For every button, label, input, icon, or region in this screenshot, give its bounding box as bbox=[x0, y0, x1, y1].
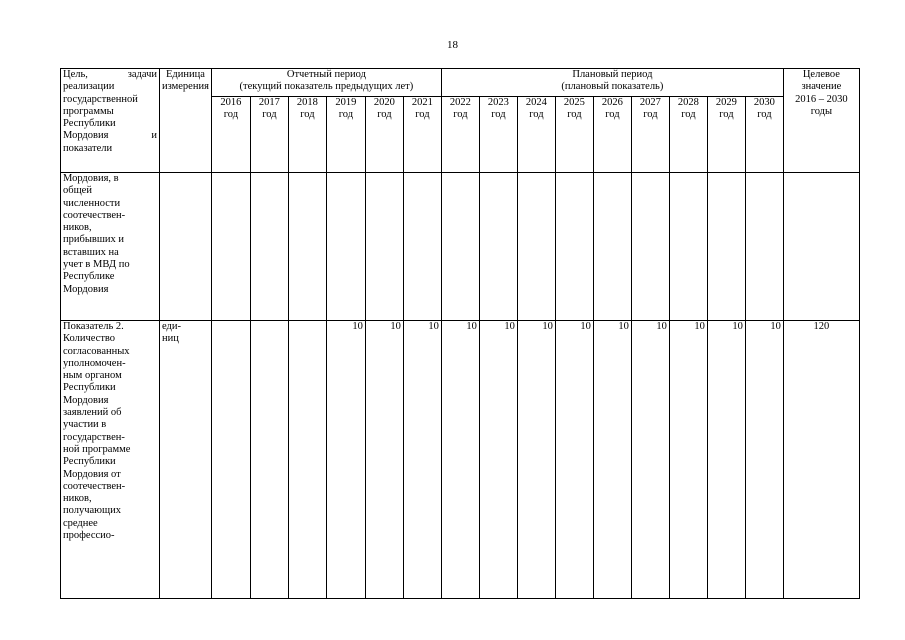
year-word: год bbox=[567, 109, 582, 121]
indicator-value bbox=[669, 173, 707, 321]
year-word: год bbox=[719, 109, 734, 121]
header-year-2018 bbox=[288, 97, 326, 173]
indicator-value bbox=[403, 173, 441, 321]
year-number: 2018 bbox=[296, 97, 318, 108]
header-year-2017 bbox=[250, 97, 288, 173]
year-word: год bbox=[605, 109, 620, 121]
indicator-value bbox=[250, 173, 288, 321]
year-word: год bbox=[491, 109, 506, 121]
year-number: 2026 bbox=[601, 97, 623, 108]
indicator-value: 10 bbox=[326, 321, 365, 599]
indicator-value bbox=[631, 173, 669, 321]
header-year-2030 bbox=[745, 97, 783, 173]
target-years: 2016 – 2030 bbox=[795, 93, 848, 105]
year-word: год bbox=[300, 109, 315, 121]
planned-period-note: (плановый показатель) bbox=[561, 81, 664, 93]
indicator-value bbox=[211, 321, 250, 599]
indicator-value bbox=[707, 173, 745, 321]
header-year-2020 bbox=[365, 97, 403, 173]
header-planned-period bbox=[441, 69, 783, 97]
year-word: год bbox=[338, 109, 354, 121]
year-number: 2016 bbox=[220, 97, 242, 108]
indicator-value: 10 bbox=[707, 321, 745, 599]
header-reporting-period bbox=[211, 69, 441, 97]
header-year-2026 bbox=[593, 97, 631, 173]
indicator-value: 10 bbox=[745, 321, 783, 599]
indicator-value: 10 bbox=[555, 321, 593, 599]
header-year-2029 bbox=[707, 97, 745, 173]
indicator-value bbox=[211, 173, 250, 321]
indicator-value: 10 bbox=[479, 321, 517, 599]
indicator-value: 10 bbox=[517, 321, 555, 599]
indicator-target: 120 bbox=[783, 321, 859, 599]
indicator-value bbox=[441, 173, 479, 321]
year-word: год bbox=[757, 109, 772, 121]
indicator-value: 10 bbox=[631, 321, 669, 599]
header-year-2028 bbox=[669, 97, 707, 173]
indicator-value bbox=[288, 173, 326, 321]
indicator-value bbox=[479, 173, 517, 321]
year-number: 2025 bbox=[563, 97, 585, 108]
year-number: 2024 bbox=[525, 97, 547, 108]
year-number: 2019 bbox=[335, 97, 357, 108]
header-year-2023 bbox=[479, 97, 517, 173]
indicator-value: 10 bbox=[669, 321, 707, 599]
indicator-label: Мордовия, в общей численности соотечествен- ников, прибывших и вставших на учет в МВД по Республике Мордовия bbox=[61, 173, 160, 321]
header-row-1 bbox=[61, 69, 860, 97]
header-year-2027 bbox=[631, 97, 669, 173]
reporting-period-title: Отчетный период bbox=[286, 69, 366, 80]
year-number: 2028 bbox=[677, 97, 699, 108]
year-number: 2017 bbox=[258, 97, 280, 108]
year-number: 2023 bbox=[487, 97, 509, 108]
year-number: 2029 bbox=[715, 97, 737, 108]
year-word: год bbox=[262, 109, 277, 121]
header-year-2016 bbox=[211, 97, 250, 173]
planned-period-title: Плановый период bbox=[572, 69, 653, 80]
indicator-unit bbox=[160, 173, 212, 321]
header-target bbox=[783, 69, 859, 173]
header-year-2025 bbox=[555, 97, 593, 173]
indicator-value: 10 bbox=[365, 321, 403, 599]
header-year-2019 bbox=[326, 97, 365, 173]
header-unit: Единица измерения bbox=[160, 69, 212, 173]
year-number: 2027 bbox=[639, 97, 661, 108]
indicator-value bbox=[365, 173, 403, 321]
indicator-value bbox=[250, 321, 288, 599]
year-word: год bbox=[415, 109, 430, 121]
year-word: год bbox=[529, 109, 544, 121]
year-word: год bbox=[681, 109, 696, 121]
indicator-value bbox=[593, 173, 631, 321]
year-word: год bbox=[453, 109, 468, 121]
indicator-label: Показатель 2. Количество согласованных уполномочен- ным органом Республики Мордовия заявлений об участии в государствен- ной программе Республики Мордовия от соотечествен- ников, получающих среднее профессио- bbox=[61, 321, 160, 599]
indicator-value: 10 bbox=[593, 321, 631, 599]
reporting-period-note: (текущий показатель предыдущих лет) bbox=[239, 81, 414, 93]
indicator-value: 10 bbox=[403, 321, 441, 599]
page-number: 18 bbox=[447, 39, 458, 51]
year-number: 2022 bbox=[449, 97, 471, 108]
indicator-target bbox=[783, 173, 859, 321]
table-row bbox=[61, 173, 860, 321]
year-word: год bbox=[377, 109, 392, 121]
indicator-value bbox=[745, 173, 783, 321]
indicator-unit: еди- ниц bbox=[160, 321, 212, 599]
year-number: 2020 bbox=[373, 97, 395, 108]
header-goal: Цель, задачи реализации государственной программы Республики Мордовия и показатели bbox=[61, 69, 160, 173]
indicator-value: 10 bbox=[441, 321, 479, 599]
header-year-2022 bbox=[441, 97, 479, 173]
target-years-unit: годы bbox=[810, 105, 833, 117]
year-number: 2030 bbox=[753, 97, 775, 108]
header-year-2024 bbox=[517, 97, 555, 173]
indicator-value bbox=[288, 321, 326, 599]
indicator-value bbox=[326, 173, 365, 321]
table-row bbox=[61, 321, 860, 599]
year-number: 2021 bbox=[411, 97, 433, 108]
year-word: год bbox=[643, 109, 658, 121]
indicator-value bbox=[517, 173, 555, 321]
year-word: год bbox=[223, 109, 239, 121]
target-title: Целевое значение bbox=[801, 69, 842, 93]
indicator-value bbox=[555, 173, 593, 321]
indicators-table bbox=[60, 68, 860, 599]
header-year-2021 bbox=[403, 97, 441, 173]
